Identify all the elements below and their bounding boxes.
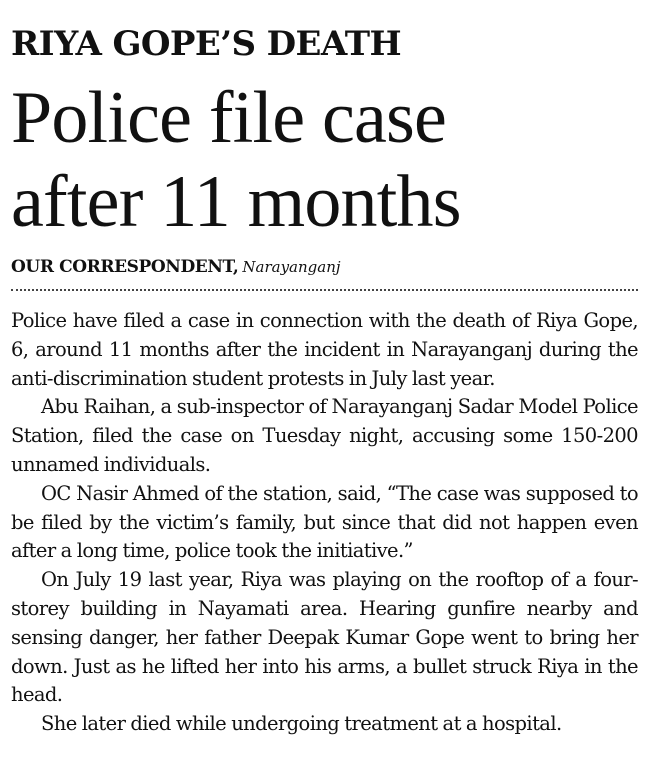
headline-line-1: Police file case (11, 77, 447, 159)
byline-location: Narayanganj (242, 258, 341, 276)
article-headline (11, 76, 461, 244)
byline-author: OUR CORRESPONDENT, (11, 257, 239, 277)
article-kicker: RIYA GOPE’S DEATH (11, 24, 401, 64)
article-body (11, 307, 638, 739)
body-paragraph-3: OC Nasir Ahmed of the station, said, “The case was supposed to be filed by the victim’s family, but since that did not happen even after a long time, police took the initiative.” (11, 481, 638, 563)
body-paragraph-1: Police have filed a case in connection with the death of Riya Gope, 6, around 11 months after the incident in Narayanganj during the anti-discrimination student protests in July last year. (11, 309, 638, 390)
body-paragraph-5: She later died while undergoing treatment at a hospital. (41, 712, 562, 736)
dotted-divider (11, 289, 638, 291)
article-byline (11, 256, 341, 279)
body-paragraph-4: On July 19 last year, Riya was playing on the rooftop of a four-storey building in Nayamati area. Hearing gunfire nearby and sensing danger, her father Deepak Kumar Gope went to bring her down. Just as he lifted her into his arms, a bullet struck Riya in the head. (11, 568, 638, 707)
headline-line-2: after 11 months (11, 161, 461, 243)
body-paragraph-2: Abu Raihan, a sub-inspector of Narayanganj Sadar Model Police Station, filed the case on Tuesday night, accusing some 150-200 unnamed individuals. (11, 395, 638, 476)
